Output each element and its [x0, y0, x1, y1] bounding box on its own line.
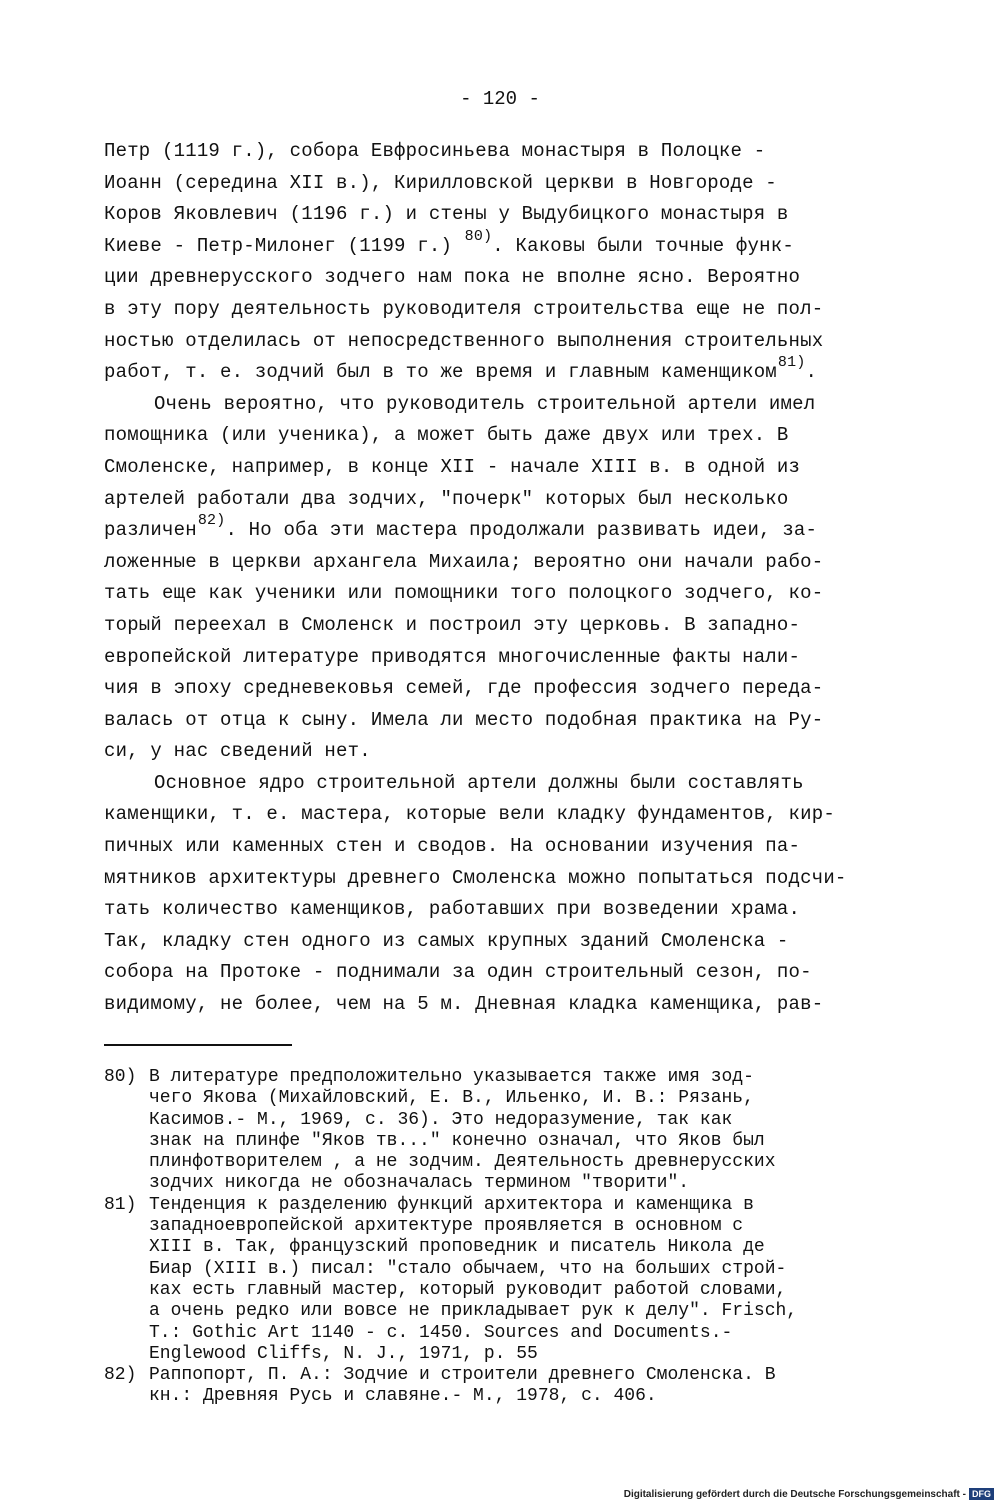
footnote-ref-82: 82) — [197, 512, 226, 530]
footnote-number: 80) — [104, 1067, 137, 1087]
footnote-line: T.: Gothic Art 1140 - c. 1450. Sources and Documents.- — [149, 1322, 733, 1343]
footnote-number: 81) — [104, 1194, 137, 1215]
footnote-number: 82) — [104, 1365, 137, 1386]
text-line: в эту пору деятельность руководителя строительства еще не пол- — [104, 297, 824, 320]
text-line: си, у нас сведений нет. — [104, 740, 371, 763]
footnote-line: Раппопорт, П. А.: Зодчие и строители древнего Смоленска. В — [149, 1365, 776, 1386]
text-line: Так, кладку стен одного из самых крупных зданий Смоленска - — [104, 929, 789, 952]
text-line: ложенные в церкви архангела Михаила; вероятно они начали рабо- — [104, 550, 824, 573]
text-segment: различен — [104, 519, 197, 542]
footnote-ref-80: 80) — [464, 227, 493, 245]
footnote-line: а очень редко или вовсе не прикладывает рук к делу". Frisch, — [149, 1301, 798, 1322]
dfg-logo-icon: DFG — [969, 1488, 994, 1500]
page-number: - 120 - — [460, 88, 540, 110]
footnote-line: знак на плинфе "Яков тв..." конечно означал, что Яков был — [149, 1130, 765, 1151]
text-segment: . Но оба эти мастера продолжали развивать идеи, за- — [225, 519, 818, 542]
footnote-82 — [104, 1365, 904, 1408]
footnote-line: Касимов.- М., 1969, с. 36). Это недоразумение, так как — [149, 1109, 733, 1130]
text-line: валась от отца к сыну. Имела ли место подобная практика на Ру- — [104, 708, 824, 731]
paragraph-3 — [104, 768, 904, 1021]
footnote-line: Тенденция к разделению функций архитектора и каменщика в — [149, 1194, 754, 1215]
footnote-80 — [104, 1067, 904, 1195]
text-line: Основное ядро строительной артели должны были составлять — [154, 771, 804, 794]
paragraph-2 — [104, 389, 904, 768]
body-text — [104, 136, 904, 1021]
footnote-ref-81: 81) — [777, 354, 806, 372]
credit-text: Digitalisierung gefördert durch die Deutsche Forschungsgemeinschaft - — [623, 1488, 966, 1500]
footnote-line: западноевропейской архитектуре проявляется в основном с — [149, 1216, 744, 1237]
text-line: тать количество каменщиков, работавших при возведении храма. — [104, 898, 801, 921]
text-line: Иоанн (середина XII в.), Кирилловской церкви в Новгороде - — [104, 171, 777, 194]
text-line: торый переехал в Смоленск и построил эту церковь. В западно- — [104, 613, 801, 636]
text-segment: . Каковы были точные функ- — [492, 234, 794, 257]
text-line: тать еще как ученики или помощники того полоцкого зодчего, ко- — [104, 582, 824, 605]
paragraph-1 — [104, 136, 904, 389]
text-line: ции древнерусского зодчего нам пока не вполне ясно. Вероятно — [104, 266, 801, 289]
text-line — [104, 354, 904, 389]
text-line: мятников архитектуры древнего Смоленска можно попытаться подсчи- — [104, 866, 847, 889]
text-line: каменщики, т. е. мастера, которые вели кладку фундаментов, кир- — [104, 803, 835, 826]
footnote-line: чего Якова (Михайловский, Е. В., Ильенко, И. В.: Рязань, — [149, 1088, 754, 1109]
text-line — [104, 227, 904, 263]
text-line: ностью отделилась от непосредственного выполнения строительных — [104, 329, 824, 352]
footnote-line: XIII в. Так, французский проповедник и писатель Никола де — [149, 1237, 765, 1258]
text-segment: Киеве - Петр-Милонег (1199 г.) — [104, 234, 464, 257]
text-line: Очень вероятно, что руководитель строительной артели имел — [154, 392, 816, 415]
text-line: Коров Яковлевич (1196 г.) и стены у Выдубицкого монастыря в — [104, 203, 789, 226]
text-segment: . — [805, 361, 818, 384]
footnote-line: плинфотворителем , а не зодчим. Деятельность древнерусских — [149, 1152, 776, 1173]
text-line: видимому, не более, чем на 5 м. Дневная кладка каменщика, рав- — [104, 993, 824, 1016]
footnotes — [104, 1067, 904, 1408]
footnote-line: зодчих никогда не обозначалась термином "творити". — [149, 1173, 690, 1194]
text-line: чия в эпоху средневековья семей, где профессия зодчего переда- — [104, 677, 824, 700]
text-line: пичных или каменных стен и сводов. На основании изучения па- — [104, 835, 801, 858]
text-line: собора на Протоке - поднимали за один строительный сезон, по- — [104, 961, 812, 984]
text-line: артелей работали два зодчих, "почерк" которых был несколько — [104, 487, 789, 510]
text-line: Смоленске, например, в конце XII - начале XIII в. в одной из — [104, 455, 801, 478]
digitization-credit — [624, 1488, 994, 1500]
footnote-line: В литературе предположительно указывается также имя зод- — [149, 1067, 754, 1087]
footnote-line: ках есть главный мастер, который руководит работой словами, — [149, 1279, 787, 1300]
footnote-divider — [104, 1044, 292, 1046]
text-line: европейской литературе приводятся многочисленные факты нали- — [104, 645, 801, 668]
text-line: Петр (1119 г.), собора Евфросиньева монастыря в Полоцке - — [104, 140, 766, 162]
footnote-line: Englewood Cliffs, N. J., 1971, p. 55 — [149, 1343, 538, 1364]
text-line — [104, 512, 904, 547]
text-line: помощника (или ученика), а может быть даже двух или трех. В — [104, 424, 789, 447]
footnote-line: Биар (XIII в.) писал: "стало обычаем, что на больших строй- — [149, 1258, 787, 1279]
footnote-81 — [104, 1195, 904, 1365]
text-segment: работ, т. е. зодчий был в то же время и главным каменщиком — [104, 361, 777, 384]
footnote-line: кн.: Древняя Русь и славяне.- М., 1978, с. 406. — [149, 1386, 657, 1407]
